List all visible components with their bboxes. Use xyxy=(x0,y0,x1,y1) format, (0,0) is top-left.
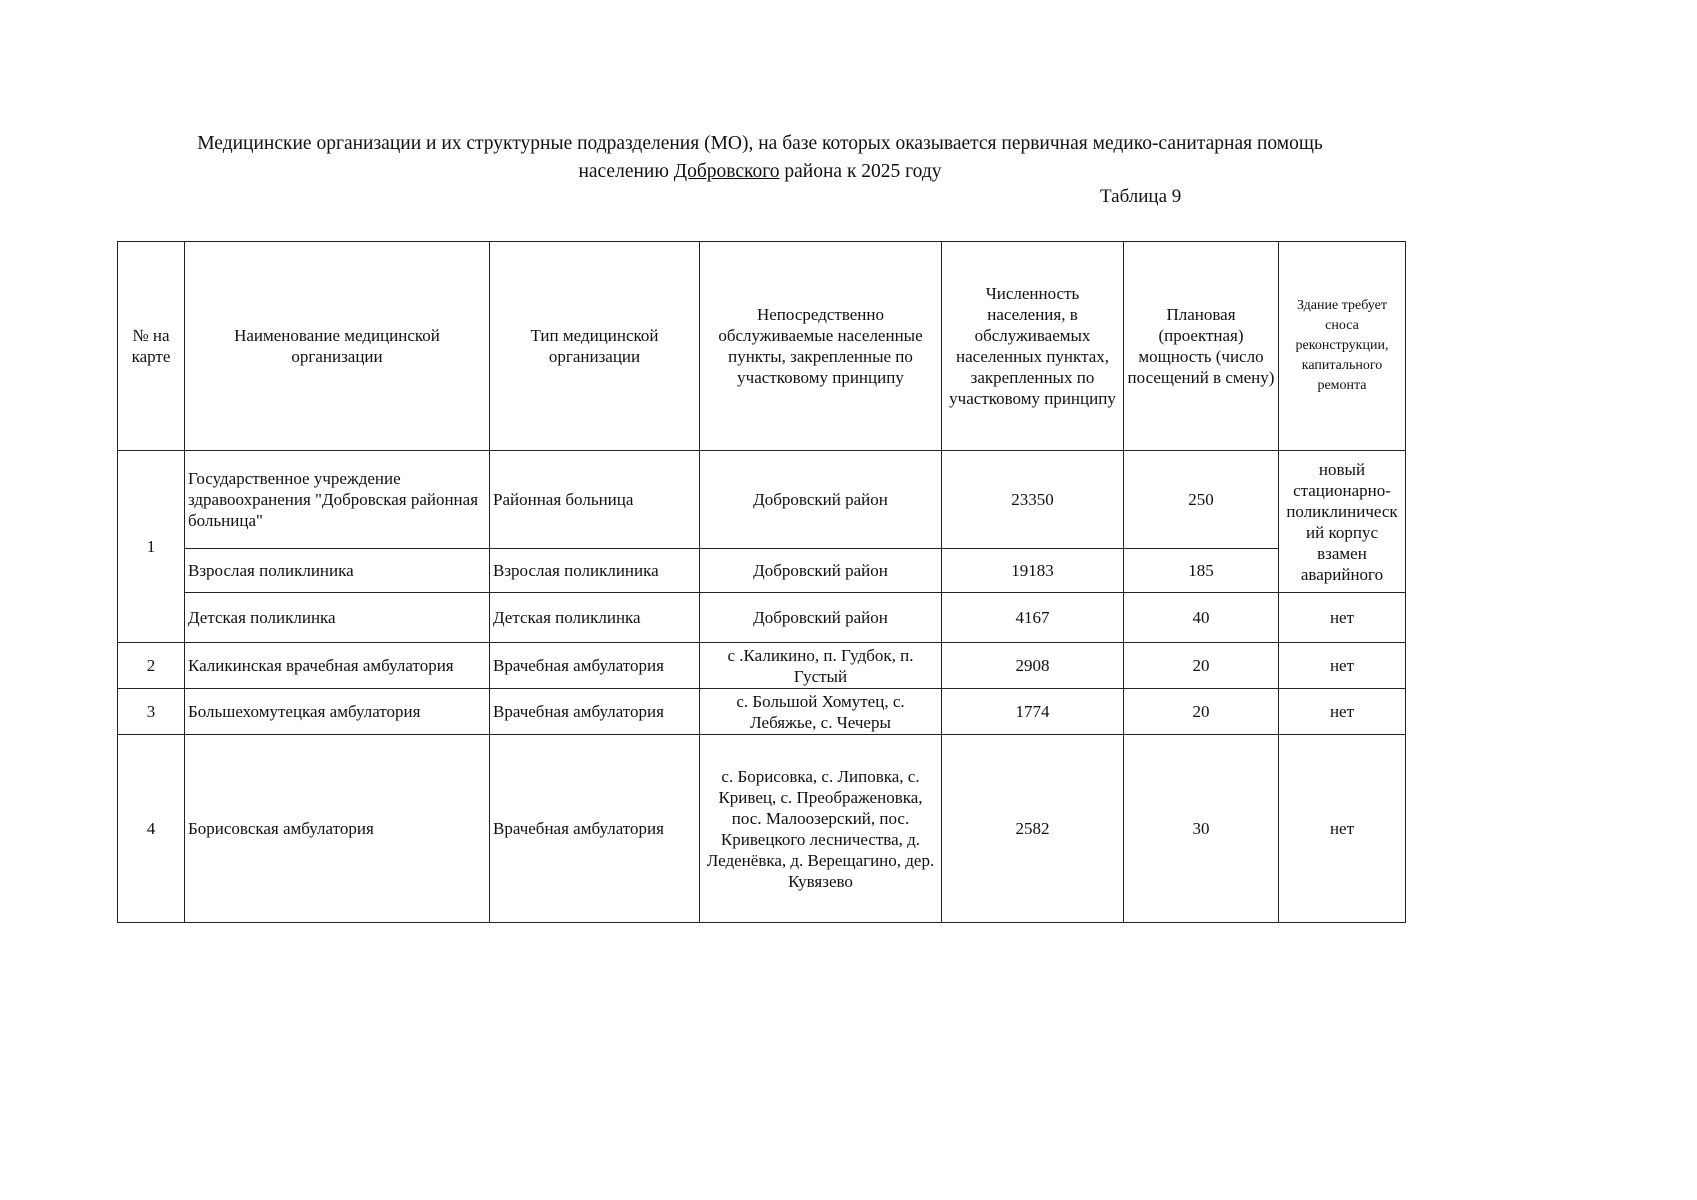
cell-map-number: 2 xyxy=(118,643,185,689)
cell-population: 4167 xyxy=(942,593,1124,643)
header-capacity: Плановая (проектная) мощность (число посещений в смену) xyxy=(1124,242,1279,451)
cell-organization-name: Большехомутецкая амбулатория xyxy=(185,689,490,735)
title-line-2 xyxy=(120,158,1400,186)
header-organization-name: Наименование медицинской организации xyxy=(185,242,490,451)
header-map-number: № на карте xyxy=(118,242,185,451)
cell-building-repair: нет xyxy=(1279,735,1406,923)
cell-organization-type: Районная больница xyxy=(490,451,700,549)
table-header-row xyxy=(118,242,1406,451)
cell-capacity: 20 xyxy=(1124,643,1279,689)
cell-building-repair: новый стационарно-поликлиническ ий корпус взамен аварийного xyxy=(1279,451,1406,593)
cell-organization-name: Каликинская врачебная амбулатория xyxy=(185,643,490,689)
header-population: Численность населения, в обслуживаемых населенных пунктах, закрепленных по участковому принципу xyxy=(942,242,1124,451)
cell-capacity: 30 xyxy=(1124,735,1279,923)
cell-served-settlements: с. Большой Хомутец, с. Лебяжье, с. Чечеры xyxy=(700,689,942,735)
cell-capacity: 185 xyxy=(1124,549,1279,593)
cell-population: 1774 xyxy=(942,689,1124,735)
table-row xyxy=(118,593,1406,643)
cell-organization-name: Государственное учреждение здравоохранения "Добровская районная больница" xyxy=(185,451,490,549)
title-line-1: Медицинские организации и их структурные подразделения (МО), на базе которых оказывается первичная медико-санитарная помощь xyxy=(197,133,1323,154)
table-row xyxy=(118,689,1406,735)
cell-served-settlements: с .Каликино, п. Гудбок, п. Густый xyxy=(700,643,942,689)
district-name: Добровского xyxy=(673,161,780,182)
cell-population: 2908 xyxy=(942,643,1124,689)
cell-population: 2582 xyxy=(942,735,1124,923)
cell-organization-type: Врачебная амбулатория xyxy=(490,735,700,923)
table-row xyxy=(118,735,1406,923)
table-row xyxy=(118,451,1406,549)
cell-organization-name: Взрослая поликлиника xyxy=(185,549,490,593)
document-title xyxy=(120,130,1400,186)
cell-organization-type: Врачебная амбулатория xyxy=(490,689,700,735)
table-row xyxy=(118,643,1406,689)
cell-building-repair: нет xyxy=(1279,643,1406,689)
cell-map-number: 4 xyxy=(118,735,185,923)
title-line-2-prefix: населению xyxy=(578,161,674,182)
cell-population: 23350 xyxy=(942,451,1124,549)
cell-organization-name: Борисовская амбулатория xyxy=(185,735,490,923)
cell-served-settlements: Добровский район xyxy=(700,549,942,593)
cell-organization-name: Детская поликлинка xyxy=(185,593,490,643)
table-row xyxy=(118,549,1406,593)
cell-organization-type: Врачебная амбулатория xyxy=(490,643,700,689)
cell-organization-type: Детская поликлинка xyxy=(490,593,700,643)
cell-building-repair: нет xyxy=(1279,689,1406,735)
medical-organizations-table xyxy=(117,241,1406,923)
cell-served-settlements: Добровский район xyxy=(700,593,942,643)
cell-capacity: 40 xyxy=(1124,593,1279,643)
header-building-repair: Здание требует сноса реконструкции, капитального ремонта xyxy=(1279,242,1406,451)
cell-organization-type: Взрослая поликлиника xyxy=(490,549,700,593)
cell-served-settlements: с. Борисовка, с. Липовка, с. Кривец, с. Преображеновка, пос. Малоозерский, пос. Кривецкого лесничества, д. Леденёвка, д. Верещагино, дер. Кувязево xyxy=(700,735,942,923)
cell-map-number: 3 xyxy=(118,689,185,735)
cell-building-repair: нет xyxy=(1279,593,1406,643)
title-line-2-suffix: района к 2025 году xyxy=(779,161,942,182)
cell-served-settlements: Добровский район xyxy=(700,451,942,549)
header-organization-type: Тип медицинской организации xyxy=(490,242,700,451)
cell-capacity: 250 xyxy=(1124,451,1279,549)
cell-population: 19183 xyxy=(942,549,1124,593)
header-served-settlements: Непосредственно обслуживаемые населенные пункты, закрепленные по участковому принципу xyxy=(700,242,942,451)
table-number-label: Таблица 9 xyxy=(1100,186,1182,207)
cell-map-number: 1 xyxy=(118,451,185,643)
cell-capacity: 20 xyxy=(1124,689,1279,735)
